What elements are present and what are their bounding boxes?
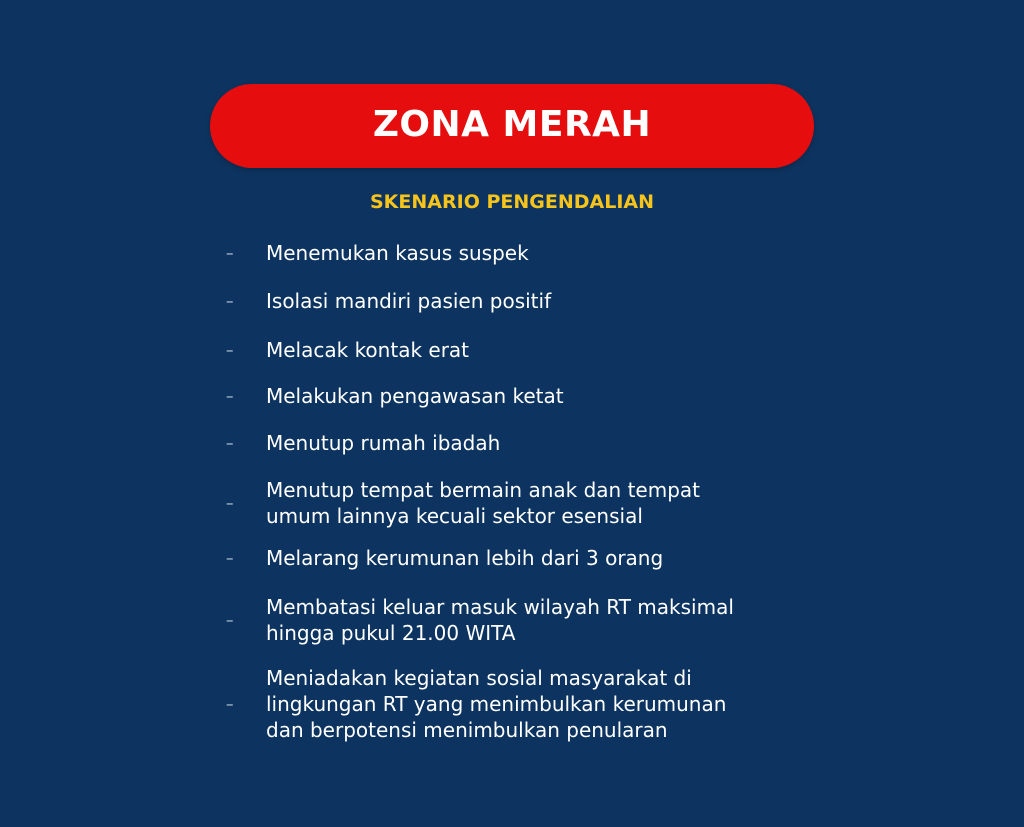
- dash-bullet: –: [226, 695, 234, 713]
- dash-bullet: –: [226, 434, 234, 452]
- list-item-text: Menutup tempat bermain anak dan tempat umum lainnya kecuali sektor esensial: [266, 478, 700, 528]
- list-item: [226, 288, 826, 314]
- list-item: [226, 477, 826, 529]
- dash-bullet: –: [226, 494, 234, 512]
- banner-title: ZONA MERAH: [372, 103, 652, 145]
- list-item-text: Membatasi keluar masuk wilayah RT maksimal hingga pukul 21.00 WITA: [266, 595, 734, 645]
- dash-bullet: –: [226, 611, 234, 629]
- list-item: [226, 383, 826, 409]
- subtitle: SKENARIO PENGENDALIAN: [370, 191, 654, 213]
- dash-bullet: –: [226, 244, 234, 262]
- list-item-text: Isolasi mandiri pasien positif: [266, 289, 552, 313]
- list-item: [226, 545, 826, 571]
- list-item: [226, 594, 826, 646]
- list-item-text: Melacak kontak erat: [266, 338, 470, 362]
- list-item-text: Menutup rumah ibadah: [266, 431, 501, 455]
- list-item: [226, 337, 826, 363]
- dash-bullet: –: [226, 549, 234, 567]
- dash-bullet: –: [226, 341, 234, 359]
- list-item: [226, 430, 826, 456]
- list-item-text: Melakukan pengawasan ketat: [266, 384, 564, 408]
- dash-bullet: –: [226, 387, 234, 405]
- list-item: [226, 665, 826, 743]
- dash-bullet: –: [226, 292, 234, 310]
- list-item-text: Melarang kerumunan lebih dari 3 orang: [266, 546, 664, 570]
- list-item-text: Meniadakan kegiatan sosial masyarakat di lingkungan RT yang menimbulkan kerumunan dan berpotensi menimbulkan penularan: [266, 666, 727, 742]
- list-item-text: Menemukan kasus suspek: [266, 241, 529, 265]
- list-item: [226, 240, 826, 266]
